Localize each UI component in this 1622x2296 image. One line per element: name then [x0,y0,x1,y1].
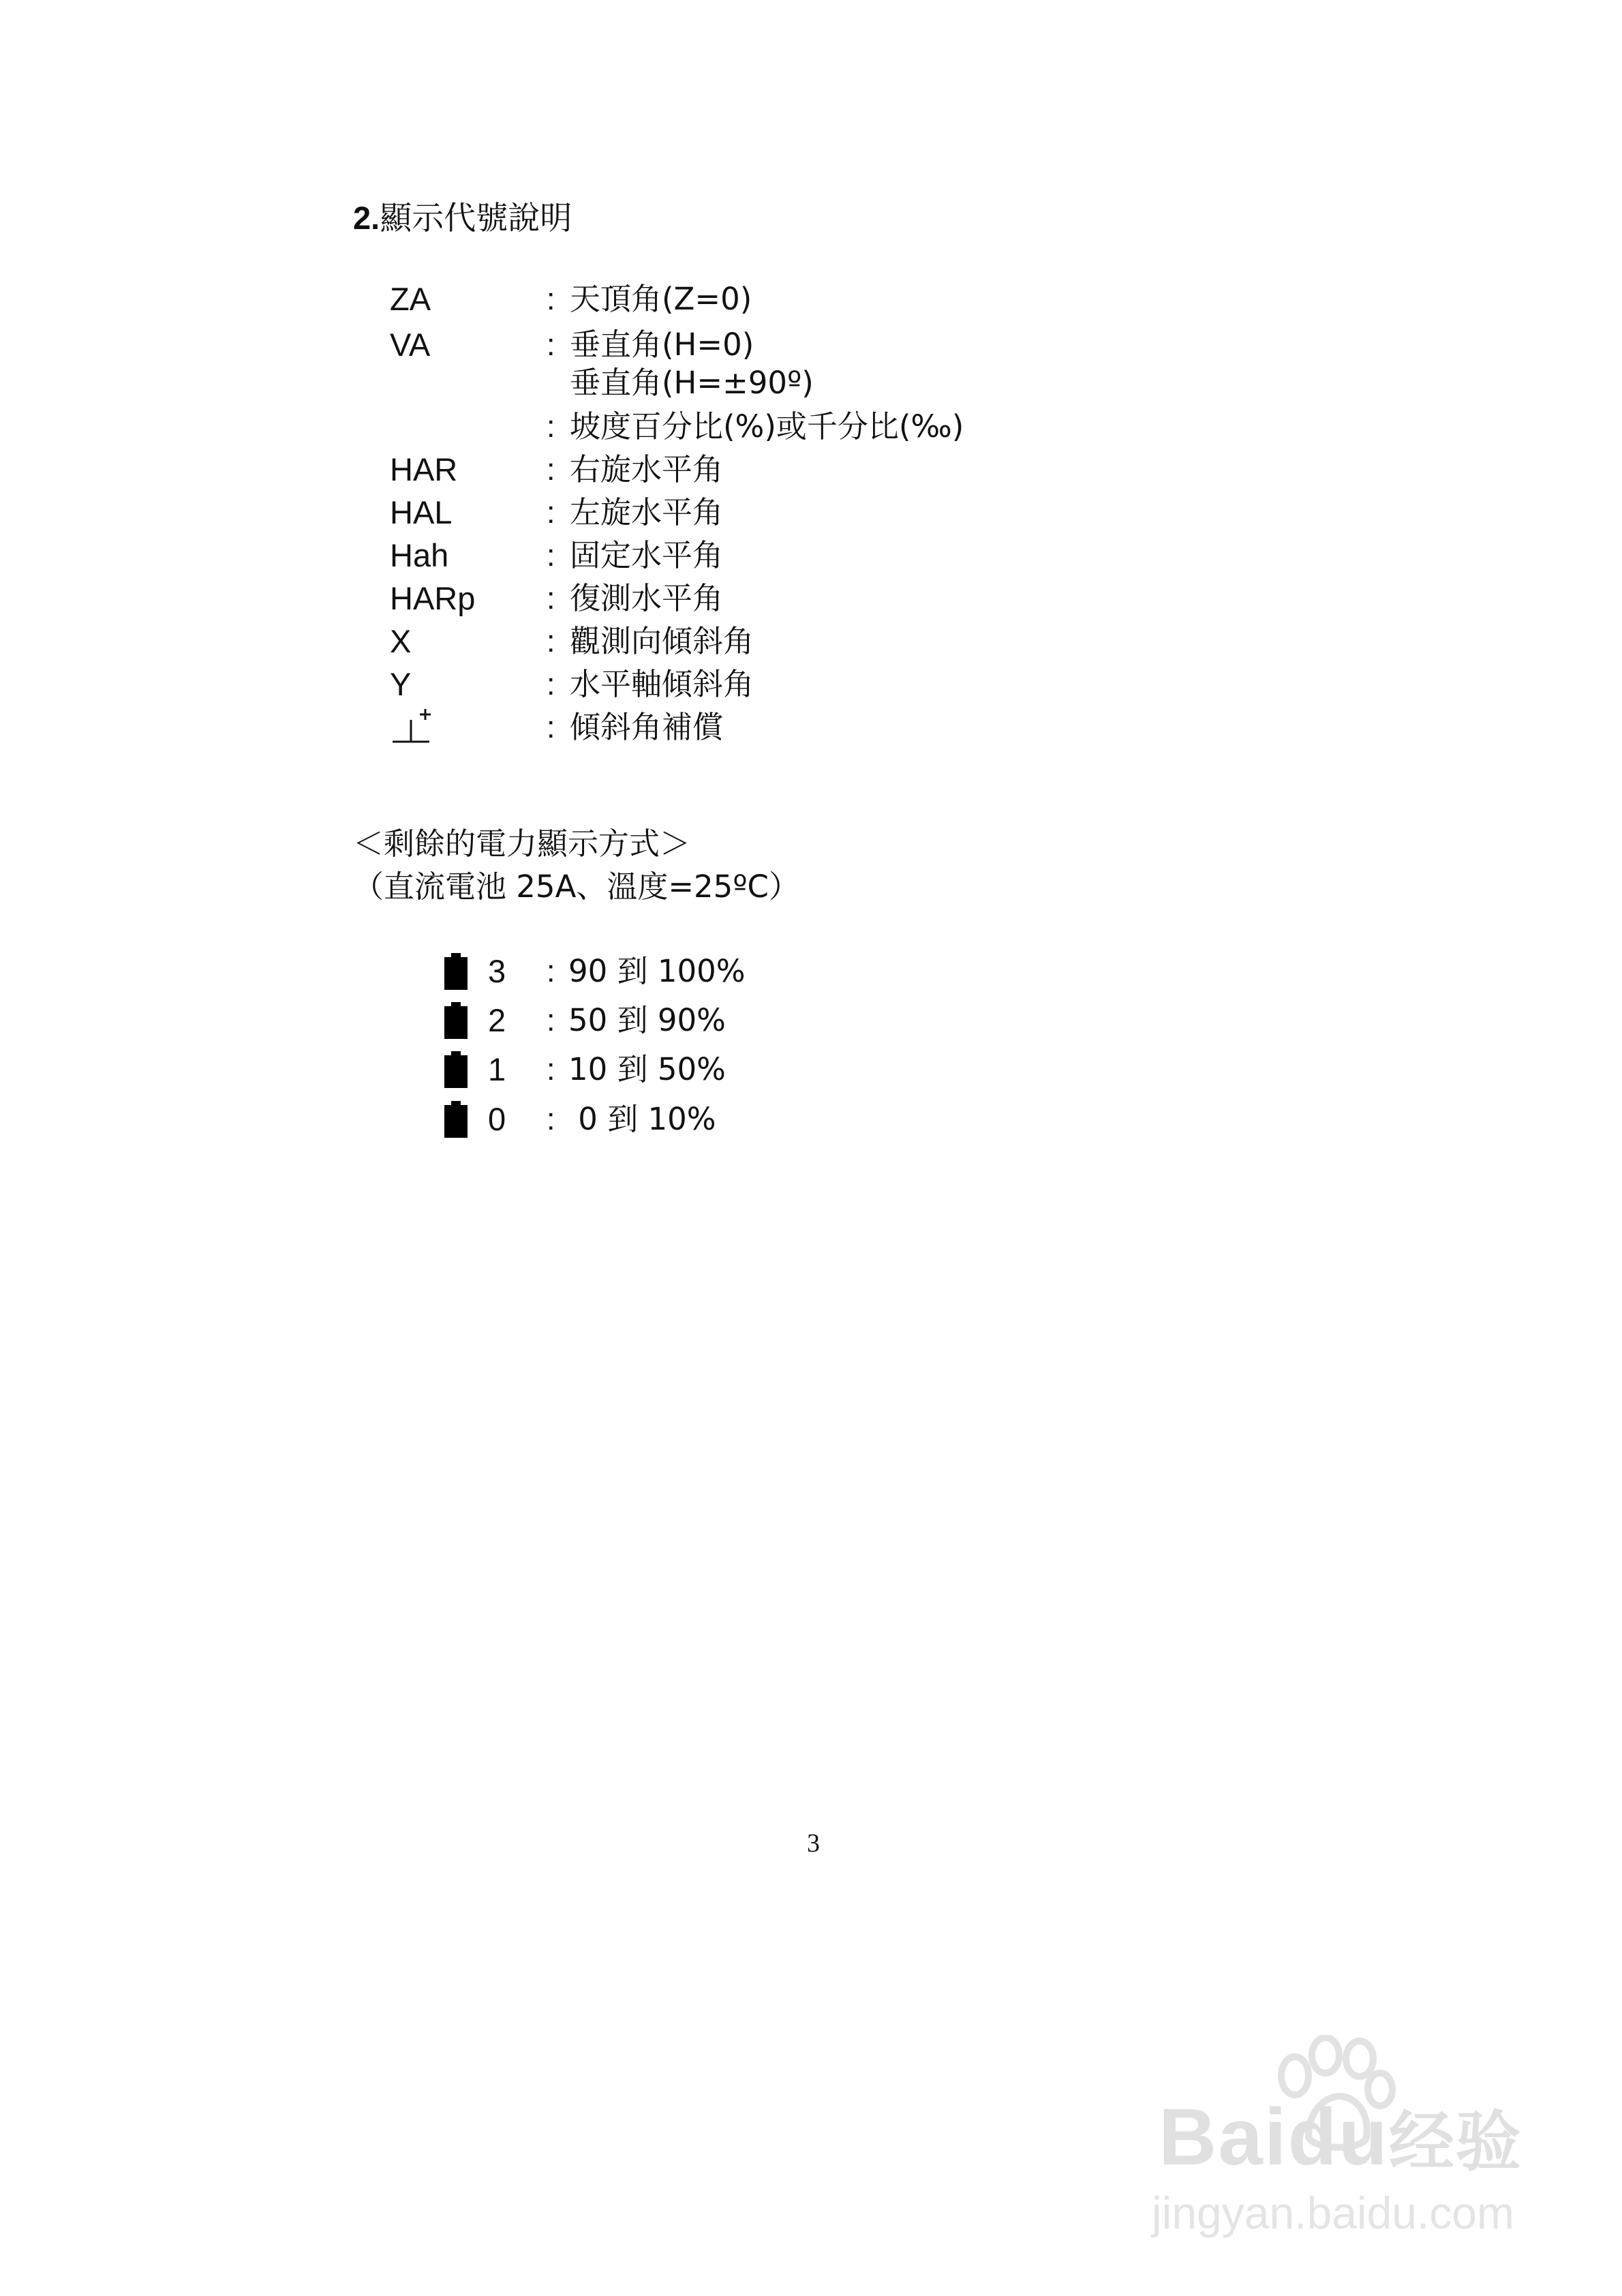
logo-latin: Bai [1159,2092,1288,2182]
symbol-desc: 左旋水平角 [570,494,724,530]
symbol-colon: : [547,452,555,487]
symbol-row-har [390,449,1208,491]
battery-icon [444,1101,468,1138]
symbol-desc: 復測水平角 [570,580,724,616]
symbol-colon: : [547,538,555,573]
symbol-colon: : [547,282,555,316]
symbol-row-harp [390,577,1208,620]
battery-colon: : [547,1003,555,1038]
battery-heading: ＜剩餘的電力顯示方式＞ [353,826,691,862]
battery-range: 50 到 90% [568,1002,726,1038]
symbol-code: VA [390,327,431,363]
baidu-jingyan-logo [1159,2093,1522,2186]
symbol-row-slope [390,406,1208,448]
symbol-row-va-alt [390,362,1208,404]
battery-icon [444,1002,468,1039]
symbol-row-hal [390,492,1208,534]
battery-icon [444,1051,468,1088]
battery-colon: : [547,1102,555,1136]
battery-level: 1 [488,1051,506,1087]
symbol-colon: : [547,409,555,444]
symbol-colon: : [547,624,555,659]
battery-colon: : [547,954,555,988]
symbol-row-x [390,620,1208,663]
symbol-row-hah [390,534,1208,577]
battery-row-3 [442,948,919,995]
section-title-text: 顯示代號說明 [380,200,572,237]
symbol-code: Y [390,666,412,702]
battery-icon [444,953,468,990]
section-number: 2. [353,200,380,236]
battery-range: 0 到 10% [568,1101,716,1137]
tilt-compensation-icon [390,706,438,749]
symbol-code: HAL [390,494,453,530]
battery-row-0 [442,1096,919,1143]
section-title [353,198,572,239]
symbol-code: HAR [390,451,458,487]
battery-condition: （直流電池 25A、溫度=25ºC） [353,868,799,905]
battery-row-2 [442,997,919,1044]
logo-cn: 经验 [1388,2104,1522,2180]
logo-du: du [1287,2092,1389,2182]
battery-level: 2 [488,1002,506,1038]
symbol-colon: : [547,667,555,701]
symbol-code: ZA [390,281,431,317]
battery-level: 0 [488,1101,506,1137]
symbol-desc: 右旋水平角 [570,451,724,487]
symbol-code: Hah [390,537,449,573]
battery-range: 10 到 50% [568,1051,726,1087]
symbol-desc: 傾斜角補償 [570,709,724,745]
symbol-row-va [390,324,1208,366]
symbol-row-y [390,663,1208,706]
symbol-desc: 水平軸傾斜角 [570,666,754,702]
battery-range: 90 到 100% [568,953,746,989]
symbol-colon: : [547,710,555,744]
battery-level: 3 [488,953,506,989]
symbol-colon: : [547,581,555,616]
symbol-row-tilt [390,706,1208,749]
symbol-desc: 垂直角(H=±90º) [570,365,814,401]
symbol-code: X [390,623,412,659]
symbol-desc: 坡度百分比(%)或千分比(‰) [570,408,964,444]
symbol-desc: 垂直角(H=0) [570,327,754,363]
battery-row-1 [442,1046,919,1093]
symbol-desc: 固定水平角 [570,537,724,573]
watermark-url: jingyan.baidu.com [1152,2188,1514,2238]
page-number: 3 [807,1829,820,1858]
symbol-desc: 天頂角(Z=0) [570,281,752,317]
symbol-row-za [390,278,1208,320]
symbol-colon: : [547,495,555,530]
symbol-code: HARp [390,580,476,616]
battery-colon: : [547,1052,555,1087]
symbol-colon: : [547,327,555,362]
symbol-desc: 觀測向傾斜角 [570,623,754,659]
